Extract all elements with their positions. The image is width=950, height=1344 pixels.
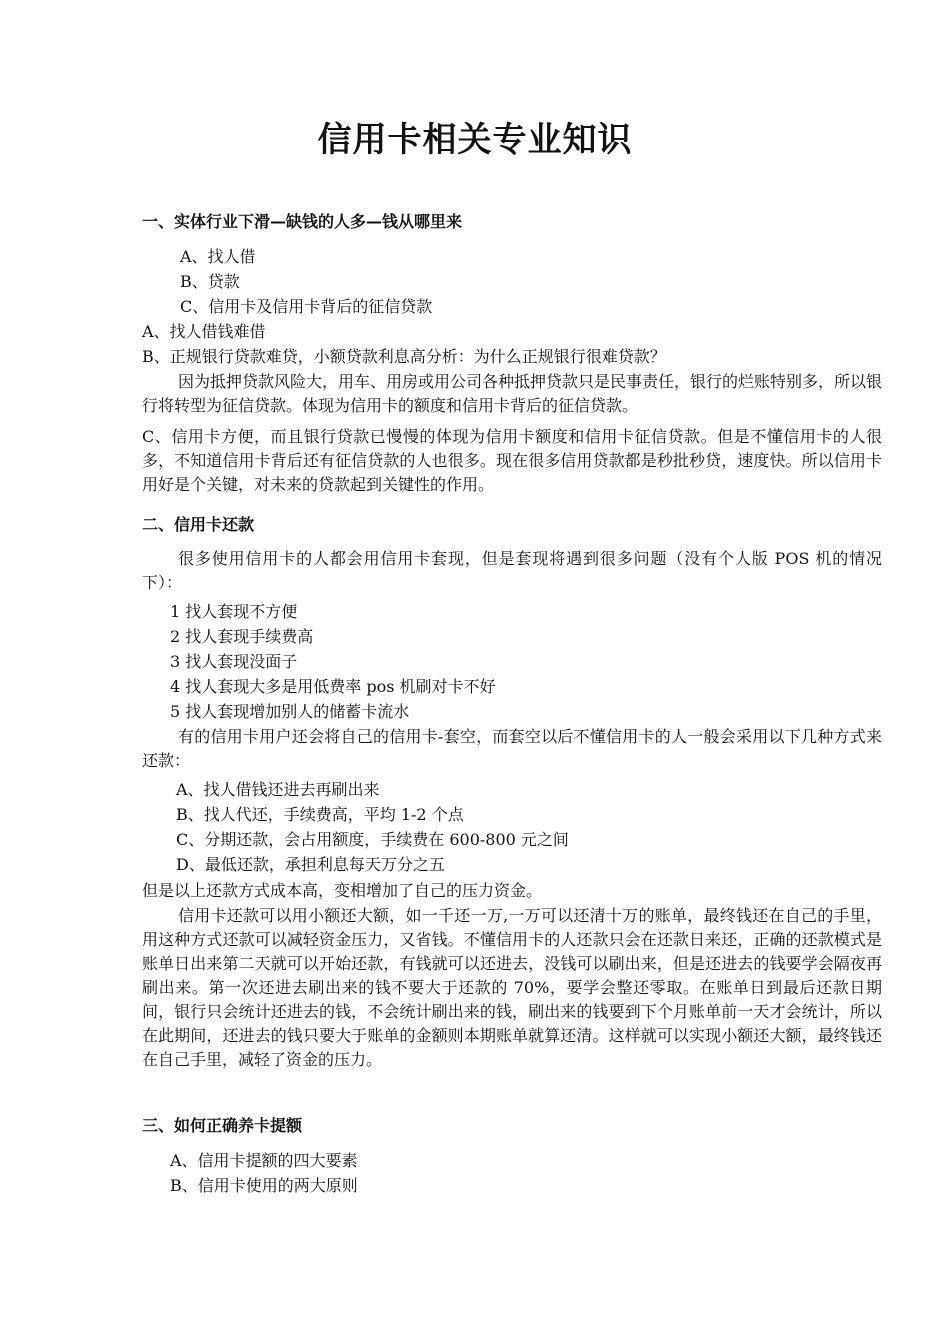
list-item: A、信用卡提额的四大要素 [170,1151,358,1170]
point-a: A、找人借钱难借 [142,322,266,341]
section-heading-1: 一、实体行业下滑—缺钱的人多—钱从哪里来 [142,212,463,231]
list-item: 1 找人套现不方便 [170,602,298,621]
cost-note: 但是以上还款方式成本高，变相增加了自己的压力资金。 [142,881,543,900]
paragraph-credit-card: C、信用卡方便，而且银行贷款已慢慢的体现为信用卡额度和信用卡征信贷款。但是不懂信用卡的人很多，不知道信用卡背后还有征信贷款的人也很多。现在很多信用贷款都是秒批秒贷，速度快。所以信用卡用好是个关键，对未来的贷款起到关键性的作用。 [142,427,882,494]
list-item: C、分期还款，会占用额度，手续费在 600-800 元之间 [176,830,569,849]
list-item: C、信用卡及信用卡背后的征信贷款 [180,297,433,316]
list-item: 4 找人套现大多是用低费率 pos 机刷对卡不好 [170,677,496,696]
list-item: 5 找人套现增加别人的储蓄卡流水 [170,702,410,721]
list-item: D、最低还款，承担利息每天万分之五 [176,855,445,874]
list-item: A、找人借钱还进去再刷出来 [176,780,380,799]
page-title: 信用卡相关专业知识 [317,120,633,160]
section-heading-3: 三、如何正确养卡提额 [142,1116,303,1135]
paragraph-mortgage: 因为抵押贷款风险大，用车、用房或用公司各种抵押贷款只是民事责任，银行的烂账特别多，所以银行将转型为征信贷款。体现为信用卡的额度和信用卡背后的征信贷款。 [142,372,883,415]
list-item: B、找人代还，手续费高，平均 1-2 个点 [176,805,464,824]
paragraph-repayment-method: 信用卡还款可以用小额还大额，如一千还一万,一万可以还清十万的账单，最终钱还在自己的手里，用这种方式还款可以减轻资金压力，又省钱。不懂信用卡的人还款只会在还款日来还，正确的还款模式是账单日出来第二天就可以开始还款，有钱就可以还进去，没钱可以刷出来，但是还进去的钱要学会隔夜再刷出来。第一次还进去刷出来的钱不要大于还款的 70%，要学会整还零取。在账单日到最后还款日期间，银行只会统计还进去的钱，不会统计刷出来的钱，刷出来的钱要到下个月账单前一天才会统计，所以在此期间，还进去的钱只要大于账单的金额则本期账单就算还清。这样就可以实现小额还大额，最终钱还在自己手里，减轻了资金的压力。 [142,906,882,1069]
paragraph-cashout-intro: 很多使用信用卡的人都会用信用卡套现，但是套现将遇到很多问题（没有个人版 POS 机的情况下）： [142,549,882,592]
list-item: 3 找人套现没面子 [170,652,298,671]
point-b: B、正规银行贷款难贷，小额贷款利息高分析：为什么正规银行很难贷款？ [142,347,666,366]
list-item: 2 找人套现手续费高 [170,627,314,646]
list-item: B、信用卡使用的两大原则 [170,1176,358,1195]
section-heading-2: 二、信用卡还款 [142,515,255,534]
list-item: B、贷款 [180,272,240,291]
list-item: A、找人借 [180,247,256,266]
paragraph-empty-card: 有的信用卡用户还会将自己的信用卡-套空，而套空以后不懂信用卡的人一般会采用以下几种方式来还款： [142,727,882,770]
